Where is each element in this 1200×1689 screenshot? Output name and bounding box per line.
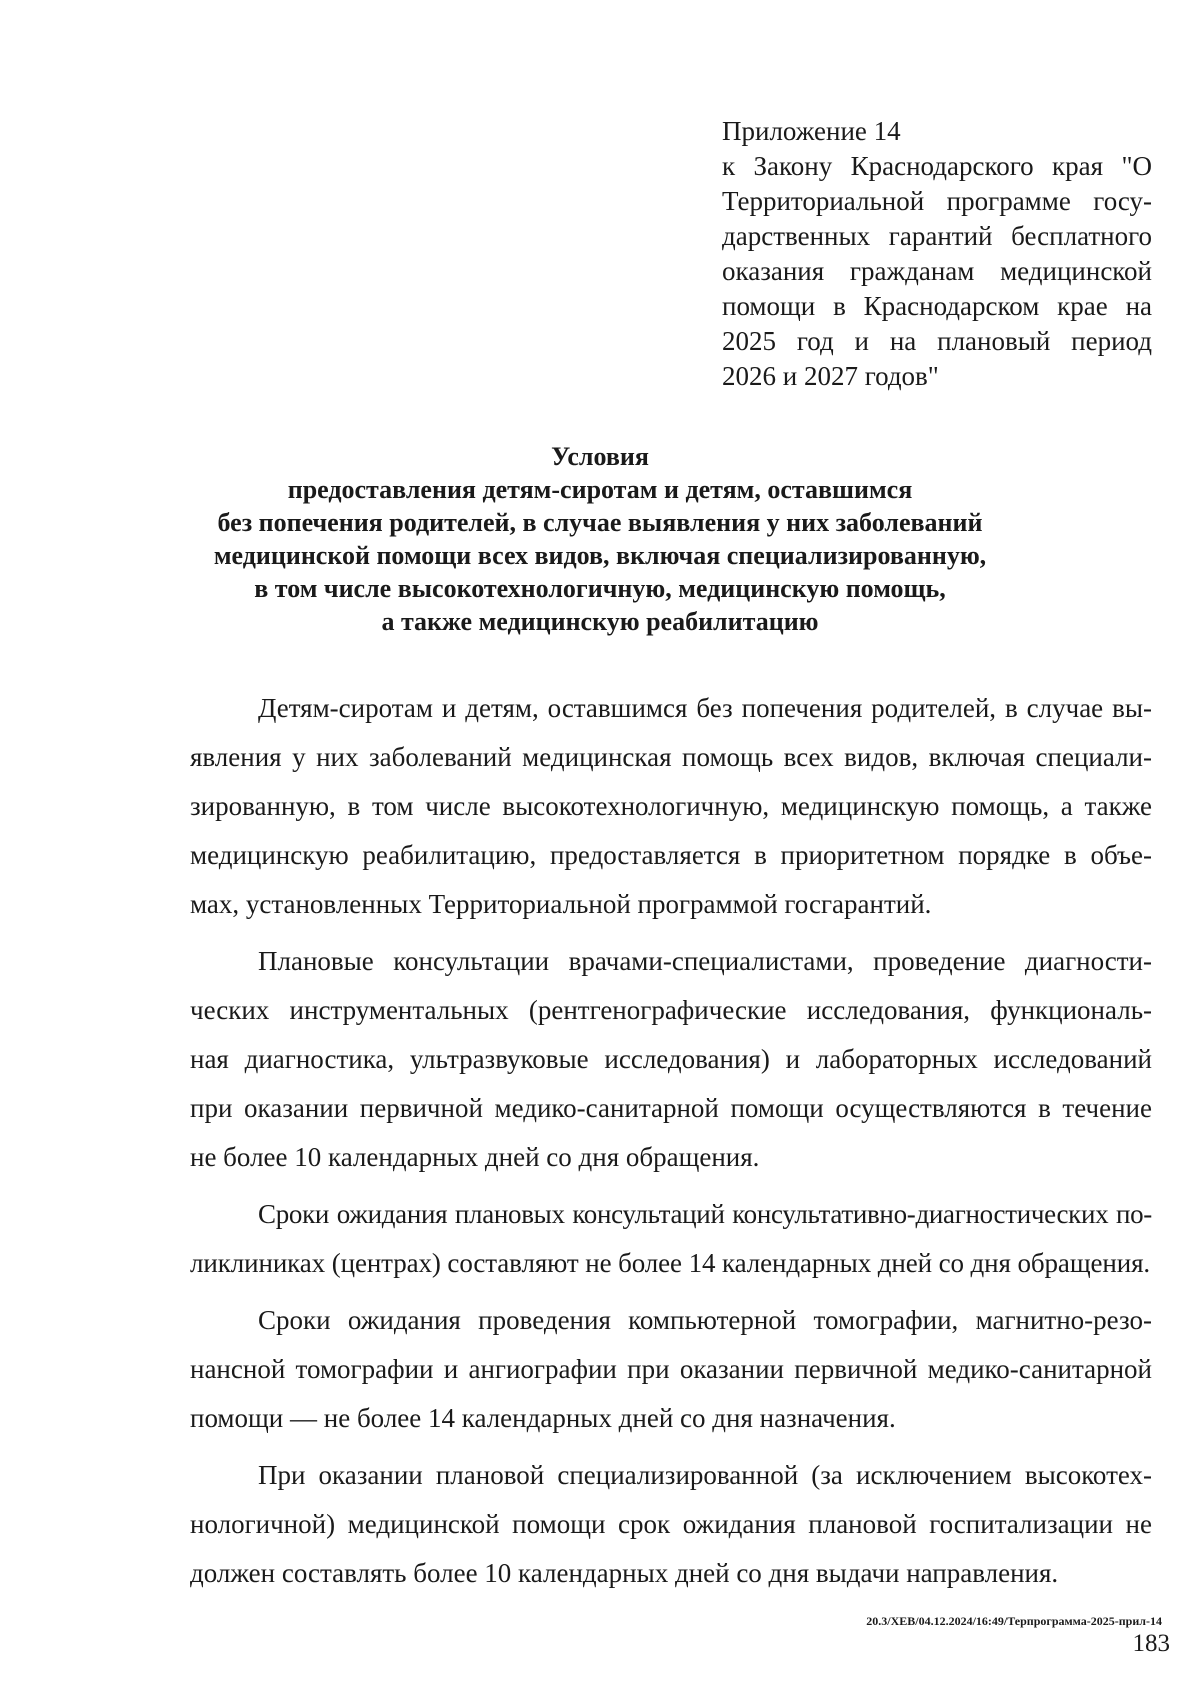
- appendix-line: 2026 и 2027 годов": [722, 361, 939, 391]
- paragraph-line: Сроки ожидания проведения компьютерной томографии, магнитно-резо-: [258, 1305, 1152, 1335]
- title-line: а также медицинскую реабилитацию: [381, 607, 819, 636]
- paragraph-line: нансной томографии и ангиографии при оказании первичной медико-санитарной: [190, 1354, 1152, 1384]
- paragraph-4: [190, 1296, 1152, 1443]
- paragraph-line: При оказании плановой специализированной (за исключением высокотех-: [258, 1460, 1152, 1490]
- title-line: медицинской помощи всех видов, включая специализированную,: [213, 541, 987, 570]
- title-line: без попечения родителей, в случае выявления у них заболеваний: [217, 508, 983, 537]
- appendix-header: [722, 114, 1152, 394]
- document-body: [190, 684, 1152, 1598]
- paragraph-line: помощи — не более 14 календарных дней со дня назначения.: [190, 1403, 896, 1433]
- appendix-line: оказания гражданам медицинской: [722, 256, 1152, 286]
- paragraph-line: Плановые консультации врачами-специалистами, проведение диагности-: [258, 946, 1152, 976]
- paragraph-line: при оказании первичной медико-санитарной помощи осуществляются в течение: [190, 1093, 1152, 1123]
- appendix-number: Приложение 14: [722, 116, 901, 146]
- paragraph-3: [190, 1190, 1152, 1288]
- paragraph-line: должен составлять более 10 календарных дней со дня выдачи направления.: [190, 1558, 1059, 1588]
- paragraph-line: ческих инструментальных (рентгенографические исследования, функциональ-: [190, 995, 1152, 1025]
- title-line: предоставления детям-сиротам и детям, оставшимся: [287, 475, 913, 504]
- paragraph-line: не более 10 календарных дней со дня обращения.: [190, 1142, 760, 1172]
- paragraph-line: ликлиниках (центрах) составляют не более 14 календарных дней со дня обращения.: [190, 1248, 1151, 1278]
- paragraph-line: медицинскую реабилитацию, предоставляется в приоритетном порядке в объе-: [190, 840, 1152, 870]
- appendix-line: помощи в Краснодарском крае на: [722, 291, 1152, 321]
- paragraph-line: зированную, в том числе высокотехнологичную, медицинскую помощь, а также: [190, 791, 1152, 821]
- title-line: Условия: [551, 442, 649, 471]
- appendix-line: 2025 год и на плановый период: [722, 326, 1152, 356]
- paragraph-line: Детям-сиротам и детям, оставшимся без попечения родителей, в случае вы-: [258, 693, 1152, 723]
- appendix-line: Территориальной программе госу-: [722, 186, 1152, 216]
- paragraph-line: ная диагностика, ультразвуковые исследования) и лабораторных исследований: [190, 1044, 1152, 1074]
- paragraph-5: [190, 1451, 1152, 1598]
- paragraph-line: Сроки ожидания плановых консультаций консультативно-диагностических по-: [258, 1199, 1152, 1229]
- title-line: в том числе высокотехнологичную, медицинскую помощь,: [254, 574, 946, 603]
- paragraph-line: явления у них заболеваний медицинская помощь всех видов, включая специали-: [190, 742, 1152, 772]
- appendix-line: к Закону Краснодарского края "О: [722, 151, 1152, 181]
- paragraph-line: мах, установленных Территориальной программой госгарантий.: [190, 889, 932, 919]
- document-title: [160, 440, 1040, 638]
- appendix-line: дарственных гарантий бесплатного: [722, 221, 1152, 251]
- page-number: 183: [1132, 1630, 1170, 1657]
- paragraph-1: [190, 684, 1152, 929]
- document-code: 20.3/ХЕВ/04.12.2024/16:49/Терпрограмма-2025-прил-14: [866, 1614, 1162, 1628]
- paragraph-line: нологичной) медицинской помощи срок ожидания плановой госпитализации не: [190, 1509, 1152, 1539]
- paragraph-2: [190, 937, 1152, 1182]
